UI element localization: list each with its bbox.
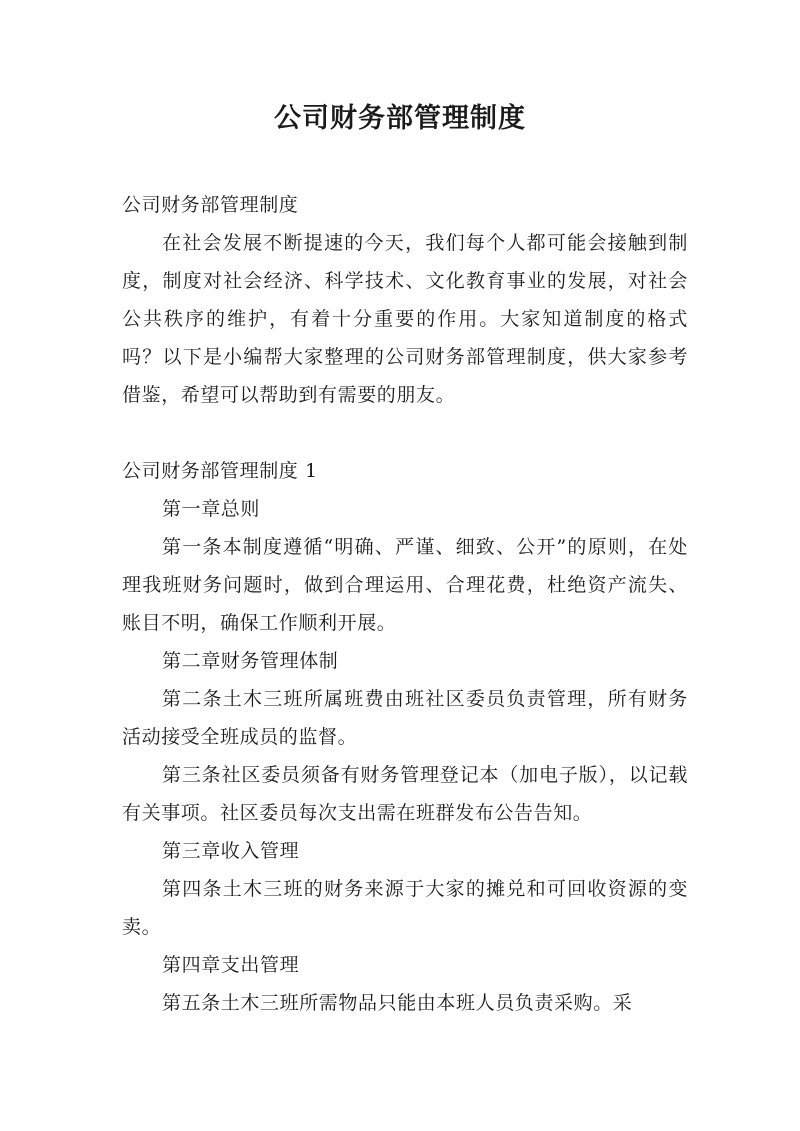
document-body bbox=[122, 186, 688, 1022]
chapter-heading: 第四章支出管理 bbox=[162, 954, 300, 976]
paragraph: 第二条土木三班所属班费由班社区委员负责管理，所有财务活动接受全班成员的监督。 bbox=[122, 688, 688, 748]
chapter-heading: 第一章总则 bbox=[162, 498, 261, 520]
chapter-heading: 第二章财务管理体制 bbox=[162, 650, 339, 672]
section-heading: 公司财务部管理制度 1 bbox=[122, 460, 318, 482]
paragraph-gap bbox=[122, 414, 688, 452]
document-title: 公司财务部管理制度 bbox=[274, 103, 526, 134]
chapter-heading: 第三章收入管理 bbox=[162, 840, 300, 862]
paragraph: 第五条土木三班所需物品只能由本班人员负责采购。采 bbox=[162, 992, 633, 1014]
paragraph: 在社会发展不断提速的今天，我们每个人都可能会接触到制度，制度对社会经济、科学技术、文化教育事业的发展，对社会公共秩序的维护，有着十分重要的作用。大家知道制度的格式吗？以下是小编帮大家整理的公司财务部管理制度，供大家参考借鉴，希望可以帮助到有需要的朋友。 bbox=[122, 232, 688, 406]
paragraph: 第四条土木三班的财务来源于大家的摊兑和可回收资源的变卖。 bbox=[122, 878, 688, 938]
paragraph: 第一条本制度遵循“明确、严谨、细致、公开”的原则，在处理我班财务问题时，做到合理运用、合理花费，杜绝资产流失、账目不明，确保工作顺利开展。 bbox=[122, 536, 688, 634]
paragraph: 公司财务部管理制度 bbox=[122, 194, 299, 216]
paragraph: 第三条社区委员须备有财务管理登记本（加电子版），以记载有关事项。社区委员每次支出需在班群发布公告告知。 bbox=[122, 764, 688, 824]
